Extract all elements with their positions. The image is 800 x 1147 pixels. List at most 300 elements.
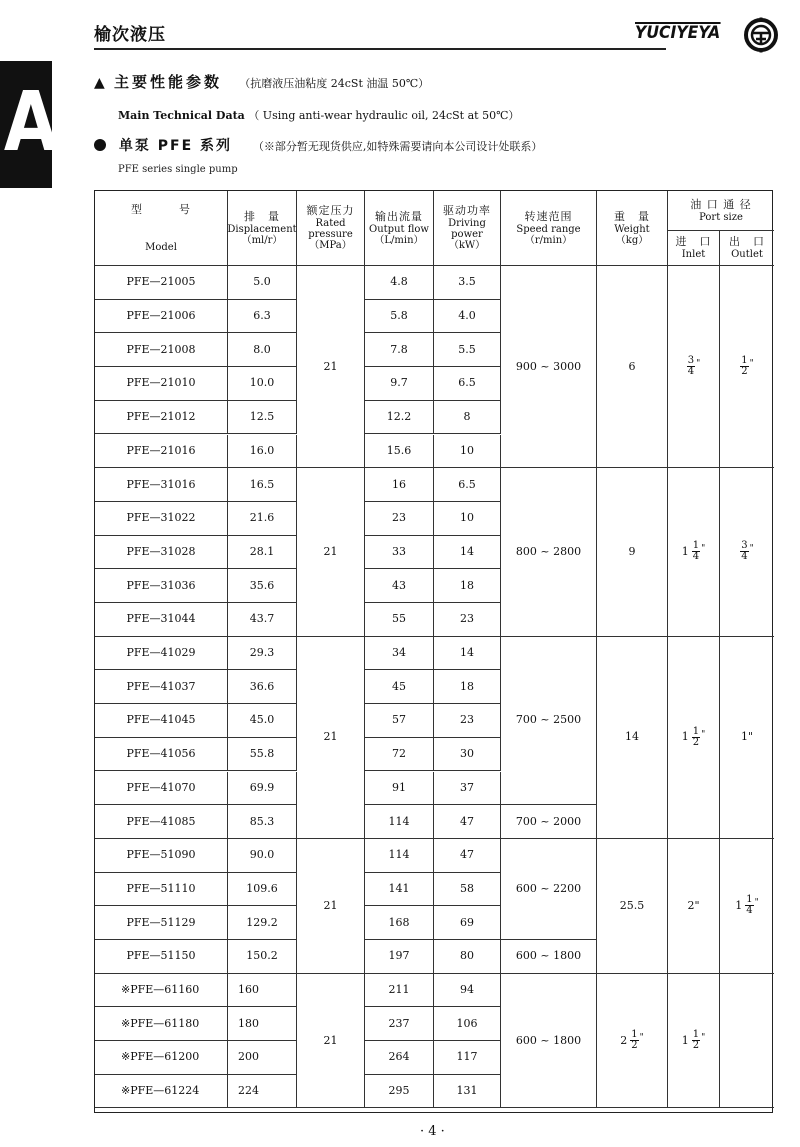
model-value: PFE—51110 bbox=[126, 881, 196, 895]
displacement-cell bbox=[228, 906, 297, 940]
rated-pressure-cell bbox=[297, 637, 365, 839]
driving-power-cell bbox=[434, 940, 501, 974]
header-label-en: Outlet bbox=[731, 249, 763, 260]
displacement-cell bbox=[228, 704, 297, 738]
driving-power-cell bbox=[434, 738, 501, 772]
header-label-en: Rated pressure bbox=[308, 218, 353, 240]
model-cell bbox=[95, 266, 228, 300]
inch-mark: " bbox=[701, 1033, 706, 1044]
driving-power-value: 5.5 bbox=[458, 342, 476, 356]
displacement-cell bbox=[228, 502, 297, 536]
displacement-value: 35.6 bbox=[249, 578, 275, 592]
displacement-cell bbox=[228, 468, 297, 502]
displacement-value: 69.9 bbox=[249, 780, 275, 794]
driving-power-cell bbox=[434, 435, 501, 469]
driving-power-cell bbox=[434, 333, 501, 367]
output-flow-cell bbox=[365, 1075, 434, 1109]
driving-power-cell bbox=[434, 300, 501, 334]
weight-cell bbox=[597, 266, 668, 468]
header-label-cn: 重 量 bbox=[614, 209, 650, 223]
driving-power-value: 6.5 bbox=[458, 376, 476, 390]
header-model bbox=[95, 191, 228, 266]
driving-power-cell bbox=[434, 603, 501, 637]
driving-power-cell bbox=[434, 569, 501, 603]
header-unit: （MPa） bbox=[309, 240, 352, 251]
model-value: PFE—51129 bbox=[126, 915, 196, 929]
fraction-whole: 2 bbox=[620, 1033, 628, 1047]
driving-power-cell bbox=[434, 401, 501, 435]
displacement-value: 16.0 bbox=[249, 443, 275, 457]
fraction-numerator: 1 bbox=[692, 1029, 700, 1041]
model-value: PFE—31022 bbox=[126, 511, 196, 525]
output-flow-value: 33 bbox=[392, 544, 406, 558]
page-number: · 4 · bbox=[420, 1124, 445, 1139]
driving-power-cell bbox=[434, 805, 501, 839]
output-flow-value: 45 bbox=[392, 679, 406, 693]
fraction-whole: 1 bbox=[681, 544, 689, 558]
output-flow-cell bbox=[365, 1041, 434, 1075]
model-cell bbox=[95, 603, 228, 637]
speed-range-cell bbox=[501, 974, 597, 1109]
outlet-value bbox=[740, 356, 754, 377]
rated-pressure-cell bbox=[297, 266, 365, 468]
driving-power-cell bbox=[434, 367, 501, 401]
output-flow-value: 197 bbox=[388, 949, 410, 963]
rated-pressure-cell bbox=[297, 468, 365, 637]
output-flow-cell bbox=[365, 502, 434, 536]
rated-pressure-value: 21 bbox=[323, 544, 338, 558]
speed-range-value: 600 ~ 1800 bbox=[515, 949, 582, 963]
outlet-value bbox=[740, 541, 754, 562]
speed-range-value: 800 ~ 2800 bbox=[515, 544, 582, 558]
output-flow-cell bbox=[365, 401, 434, 435]
driving-power-value: 30 bbox=[460, 747, 474, 761]
model-value: PFE—21010 bbox=[126, 376, 196, 390]
model-cell bbox=[95, 435, 228, 469]
output-flow-value: 15.6 bbox=[386, 443, 412, 457]
inch-mark: " bbox=[701, 729, 706, 740]
displacement-cell bbox=[228, 940, 297, 974]
output-flow-cell bbox=[365, 300, 434, 334]
header-unit: （kW） bbox=[448, 240, 486, 251]
output-flow-cell bbox=[365, 468, 434, 502]
driving-power-value: 117 bbox=[456, 1050, 478, 1064]
speed-range-value: 600 ~ 2200 bbox=[515, 881, 582, 895]
weight-value: 9 bbox=[628, 544, 636, 558]
model-cell bbox=[95, 772, 228, 806]
model-cell bbox=[95, 906, 228, 940]
model-value: PFE—21006 bbox=[126, 309, 196, 323]
triangle-bullet-icon: ▲ bbox=[94, 75, 105, 91]
output-flow-cell bbox=[365, 536, 434, 570]
output-flow-value: 4.8 bbox=[390, 275, 408, 289]
output-flow-value: 23 bbox=[392, 511, 406, 525]
output-flow-value: 9.7 bbox=[390, 376, 408, 390]
speed-range-cell bbox=[501, 839, 597, 940]
fraction-denominator: 2 bbox=[692, 1040, 700, 1052]
inlet-value bbox=[682, 1030, 706, 1051]
speed-range-value: 600 ~ 1800 bbox=[515, 1033, 582, 1047]
model-cell bbox=[95, 502, 228, 536]
model-cell bbox=[95, 569, 228, 603]
header-label-en: Inlet bbox=[681, 249, 706, 260]
model-cell bbox=[95, 1041, 228, 1075]
outlet-value: 1" bbox=[740, 730, 754, 744]
header-label-en: Output flow bbox=[369, 223, 429, 235]
displacement-cell bbox=[228, 805, 297, 839]
header-label-cn: 出 口 bbox=[729, 235, 765, 248]
driving-power-value: 58 bbox=[460, 881, 474, 895]
header-inlet bbox=[668, 231, 720, 266]
rated-pressure-value: 21 bbox=[323, 730, 338, 744]
model-value: ※PFE—61200 bbox=[121, 1050, 200, 1064]
model-cell bbox=[95, 468, 228, 502]
fraction-denominator: 2 bbox=[692, 736, 700, 748]
driving-power-cell bbox=[434, 637, 501, 671]
header-label-cn: 排 量 bbox=[244, 209, 280, 223]
output-flow-cell bbox=[365, 906, 434, 940]
header-label-cn: 进 口 bbox=[675, 235, 712, 248]
displacement-value: 160 bbox=[238, 983, 259, 997]
driving-power-cell bbox=[434, 1075, 501, 1109]
output-flow-value: 211 bbox=[388, 983, 410, 997]
fraction-numerator: 1 bbox=[746, 894, 753, 906]
driving-power-value: 37 bbox=[460, 780, 474, 794]
driving-power-cell bbox=[434, 704, 501, 738]
driving-power-value: 94 bbox=[460, 983, 474, 997]
displacement-cell bbox=[228, 333, 297, 367]
model-value: PFE—41056 bbox=[126, 747, 196, 761]
displacement-cell bbox=[228, 738, 297, 772]
fraction-numerator: 1 bbox=[741, 355, 748, 367]
model-value: ※PFE—61224 bbox=[121, 1084, 200, 1098]
speed-range-value: 900 ~ 3000 bbox=[515, 359, 582, 373]
header-unit: （L/min） bbox=[374, 234, 424, 246]
model-value: PFE—31016 bbox=[126, 477, 196, 491]
subsection-title-cn: 单泵 PFE 系列 bbox=[118, 138, 233, 154]
driving-power-value: 23 bbox=[460, 713, 474, 727]
header-unit: （r/min） bbox=[524, 234, 573, 246]
subsection-note-cn: （※部分暂无现货供应,如特殊需要请向本公司设计处联系） bbox=[252, 140, 543, 153]
subsection-title-en: PFE series single pump bbox=[118, 164, 238, 175]
speed-range-value: 700 ~ 2000 bbox=[515, 814, 582, 828]
fraction-numerator: 1 bbox=[631, 1029, 638, 1041]
header-rule bbox=[94, 48, 666, 50]
model-cell bbox=[95, 401, 228, 435]
fraction-denominator: 2 bbox=[631, 1040, 638, 1052]
speed-range-cell bbox=[501, 468, 597, 637]
rated-pressure-value: 21 bbox=[323, 359, 338, 373]
fraction-denominator: 4 bbox=[692, 551, 700, 563]
fraction bbox=[692, 541, 700, 562]
rated-pressure-cell bbox=[297, 839, 365, 974]
fraction-whole: 1 bbox=[681, 1033, 689, 1047]
model-cell bbox=[95, 670, 228, 704]
header-rated-pressure bbox=[297, 191, 365, 266]
output-flow-value: 91 bbox=[392, 780, 406, 794]
inch-mark: " bbox=[754, 898, 759, 909]
output-flow-value: 264 bbox=[388, 1050, 410, 1064]
model-cell bbox=[95, 333, 228, 367]
displacement-cell bbox=[228, 873, 297, 907]
header-port-size bbox=[668, 191, 774, 231]
header-label-en: Speed range bbox=[516, 223, 581, 235]
driving-power-cell bbox=[434, 772, 501, 806]
inlet-cell bbox=[668, 266, 720, 468]
displacement-value: 5.0 bbox=[253, 275, 271, 289]
model-cell bbox=[95, 637, 228, 671]
model-value: PFE—41037 bbox=[126, 679, 196, 693]
output-flow-cell bbox=[365, 738, 434, 772]
inlet-value bbox=[687, 356, 701, 377]
fraction-numerator: 1 bbox=[692, 540, 700, 552]
driving-power-value: 10 bbox=[460, 511, 474, 525]
fraction bbox=[745, 895, 753, 916]
model-cell bbox=[95, 940, 228, 974]
header-label-en: Model bbox=[145, 241, 177, 253]
displacement-value: 12.5 bbox=[249, 410, 275, 424]
section-letter: A bbox=[3, 75, 58, 170]
inch-mark: " bbox=[701, 544, 706, 555]
displacement-cell bbox=[228, 300, 297, 334]
yuciyeya-emblem-icon bbox=[743, 17, 779, 53]
output-flow-value: 72 bbox=[392, 747, 406, 761]
displacement-value: 45.0 bbox=[249, 713, 275, 727]
model-value: PFE—21012 bbox=[126, 410, 196, 424]
inch-mark: " bbox=[749, 359, 754, 370]
model-cell bbox=[95, 1075, 228, 1109]
output-flow-cell bbox=[365, 1007, 434, 1041]
rated-pressure-value: 21 bbox=[323, 898, 338, 912]
fraction bbox=[630, 1030, 638, 1051]
header-label-en: Driving power bbox=[448, 218, 486, 240]
driving-power-cell bbox=[434, 502, 501, 536]
fraction bbox=[687, 356, 695, 377]
output-flow-value: 237 bbox=[388, 1016, 410, 1030]
output-flow-value: 57 bbox=[392, 713, 406, 727]
outlet-cell bbox=[720, 839, 774, 974]
weight-value bbox=[620, 1030, 644, 1051]
output-flow-value: 34 bbox=[392, 646, 406, 660]
displacement-cell bbox=[228, 1041, 297, 1075]
rated-pressure-value: 21 bbox=[323, 1033, 338, 1047]
displacement-value: 85.3 bbox=[249, 814, 275, 828]
model-cell bbox=[95, 839, 228, 873]
output-flow-cell bbox=[365, 940, 434, 974]
model-cell bbox=[95, 974, 228, 1008]
pfe-spec-table bbox=[94, 190, 773, 1113]
model-cell bbox=[95, 536, 228, 570]
weight-value: 25.5 bbox=[619, 898, 645, 912]
weight-value: 14 bbox=[625, 730, 639, 744]
section-title-cn: 主要性能参数 bbox=[114, 73, 223, 91]
inlet-cell bbox=[668, 839, 720, 974]
driving-power-cell bbox=[434, 1007, 501, 1041]
fraction bbox=[740, 541, 748, 562]
model-cell bbox=[95, 805, 228, 839]
section-title-en: Main Technical Data bbox=[118, 109, 245, 122]
model-value: ※PFE—61160 bbox=[121, 983, 200, 997]
displacement-value: 29.3 bbox=[249, 646, 275, 660]
speed-range-cell bbox=[501, 940, 597, 974]
model-value: PFE—21005 bbox=[126, 275, 196, 289]
inlet-cell bbox=[668, 974, 720, 1109]
model-value: PFE—41085 bbox=[126, 814, 196, 828]
weight-cell bbox=[597, 468, 668, 637]
displacement-cell bbox=[228, 637, 297, 671]
weight-cell bbox=[597, 637, 668, 839]
output-flow-value: 5.8 bbox=[390, 309, 408, 323]
driving-power-cell bbox=[434, 974, 501, 1008]
fraction-numerator: 3 bbox=[687, 355, 695, 367]
displacement-value: 16.5 bbox=[249, 477, 275, 491]
model-cell bbox=[95, 704, 228, 738]
output-flow-cell bbox=[365, 670, 434, 704]
outlet-cell bbox=[720, 637, 774, 839]
model-value: PFE—21008 bbox=[126, 342, 196, 356]
driving-power-value: 47 bbox=[460, 814, 474, 828]
outlet-cell bbox=[720, 468, 774, 637]
output-flow-value: 43 bbox=[392, 578, 406, 592]
inch-mark: " bbox=[696, 359, 701, 370]
model-value: PFE—41070 bbox=[126, 780, 196, 794]
inch-mark: " bbox=[639, 1033, 644, 1044]
driving-power-cell bbox=[434, 1041, 501, 1075]
weight-cell bbox=[597, 839, 668, 974]
displacement-value: 21.6 bbox=[249, 511, 275, 525]
output-flow-cell bbox=[365, 367, 434, 401]
displacement-cell bbox=[228, 569, 297, 603]
inlet-value bbox=[682, 541, 706, 562]
output-flow-cell bbox=[365, 333, 434, 367]
model-value: PFE—41029 bbox=[126, 646, 196, 660]
driving-power-value: 6.5 bbox=[458, 477, 476, 491]
section-heading-en bbox=[118, 107, 519, 123]
driving-power-value: 10 bbox=[460, 443, 474, 457]
displacement-value: 36.6 bbox=[249, 679, 275, 693]
displacement-cell bbox=[228, 670, 297, 704]
driving-power-cell bbox=[434, 266, 501, 300]
header-label-cn: 输出流量 bbox=[375, 209, 423, 223]
fraction bbox=[692, 727, 700, 748]
fraction-denominator: 4 bbox=[746, 905, 753, 917]
driving-power-cell bbox=[434, 873, 501, 907]
driving-power-value: 14 bbox=[460, 646, 474, 660]
header-label-en: Weight bbox=[614, 223, 650, 235]
driving-power-value: 3.5 bbox=[458, 275, 476, 289]
displacement-value: 43.7 bbox=[249, 612, 275, 626]
output-flow-value: 16 bbox=[392, 477, 406, 491]
inlet-value: 2" bbox=[687, 898, 700, 912]
header-weight bbox=[597, 191, 668, 266]
displacement-cell bbox=[228, 367, 297, 401]
output-flow-cell bbox=[365, 569, 434, 603]
displacement-value: 55.8 bbox=[249, 747, 275, 761]
speed-range-cell bbox=[501, 805, 597, 839]
output-flow-value: 114 bbox=[388, 848, 410, 862]
model-value: PFE—31036 bbox=[126, 578, 196, 592]
output-flow-cell bbox=[365, 603, 434, 637]
driving-power-value: 4.0 bbox=[458, 309, 476, 323]
circle-bullet-icon bbox=[94, 139, 106, 151]
fraction-whole: 1 bbox=[735, 898, 743, 912]
displacement-value: 224 bbox=[238, 1084, 259, 1098]
model-cell bbox=[95, 1007, 228, 1041]
header-unit: （kg） bbox=[615, 234, 649, 246]
displacement-cell bbox=[228, 401, 297, 435]
inch-mark: " bbox=[749, 544, 754, 555]
section-note-en: （ Using anti-wear hydraulic oil, 24cSt at 50℃） bbox=[248, 109, 520, 122]
displacement-value: 90.0 bbox=[249, 848, 275, 862]
driving-power-value: 23 bbox=[460, 612, 474, 626]
output-flow-cell bbox=[365, 873, 434, 907]
displacement-cell bbox=[228, 435, 297, 469]
model-cell bbox=[95, 738, 228, 772]
displacement-value: 10.0 bbox=[249, 376, 275, 390]
header-output-flow bbox=[365, 191, 434, 266]
header-label-en: Port size bbox=[699, 211, 743, 223]
output-flow-value: 141 bbox=[388, 881, 410, 895]
fraction-denominator: 4 bbox=[741, 551, 748, 563]
header-driving-power bbox=[434, 191, 501, 266]
output-flow-value: 12.2 bbox=[386, 410, 412, 424]
model-value: PFE—51150 bbox=[126, 949, 196, 963]
displacement-cell bbox=[228, 603, 297, 637]
output-flow-value: 7.8 bbox=[390, 342, 408, 356]
displacement-value: 6.3 bbox=[253, 309, 271, 323]
output-flow-cell bbox=[365, 266, 434, 300]
displacement-cell bbox=[228, 536, 297, 570]
displacement-cell bbox=[228, 974, 297, 1008]
header-label-cn: 驱动功率 bbox=[443, 204, 491, 217]
displacement-value: 200 bbox=[238, 1050, 259, 1064]
driving-power-value: 14 bbox=[460, 544, 474, 558]
model-cell bbox=[95, 873, 228, 907]
inlet-cell bbox=[668, 468, 720, 637]
displacement-cell bbox=[228, 1007, 297, 1041]
header-speed-range bbox=[501, 191, 597, 266]
displacement-cell bbox=[228, 266, 297, 300]
outlet-cell bbox=[720, 266, 774, 468]
output-flow-cell bbox=[365, 805, 434, 839]
output-flow-value: 114 bbox=[388, 814, 410, 828]
model-value: PFE—51090 bbox=[126, 848, 196, 862]
displacement-value: 180 bbox=[238, 1016, 259, 1030]
displacement-value: 8.0 bbox=[253, 342, 271, 356]
driving-power-value: 47 bbox=[460, 848, 474, 862]
output-flow-value: 168 bbox=[388, 915, 410, 929]
model-value: PFE—31044 bbox=[126, 612, 196, 626]
model-value: PFE—21016 bbox=[126, 443, 196, 457]
output-flow-cell bbox=[365, 839, 434, 873]
rated-pressure-cell bbox=[297, 974, 365, 1109]
fraction bbox=[740, 356, 748, 377]
driving-power-value: 131 bbox=[456, 1084, 478, 1098]
outlet-value bbox=[735, 895, 759, 916]
header-displacement bbox=[228, 191, 297, 266]
model-cell bbox=[95, 367, 228, 401]
inlet-cell bbox=[668, 637, 720, 839]
driving-power-cell bbox=[434, 468, 501, 502]
output-flow-cell bbox=[365, 704, 434, 738]
driving-power-cell bbox=[434, 906, 501, 940]
output-flow-cell bbox=[365, 772, 434, 806]
header-label-cn: 油 口 通 径 bbox=[690, 197, 752, 211]
fraction-denominator: 2 bbox=[741, 366, 748, 378]
driving-power-value: 80 bbox=[460, 949, 474, 963]
brand-name-cn: 榆次液压 bbox=[94, 25, 166, 45]
driving-power-value: 106 bbox=[456, 1016, 478, 1030]
